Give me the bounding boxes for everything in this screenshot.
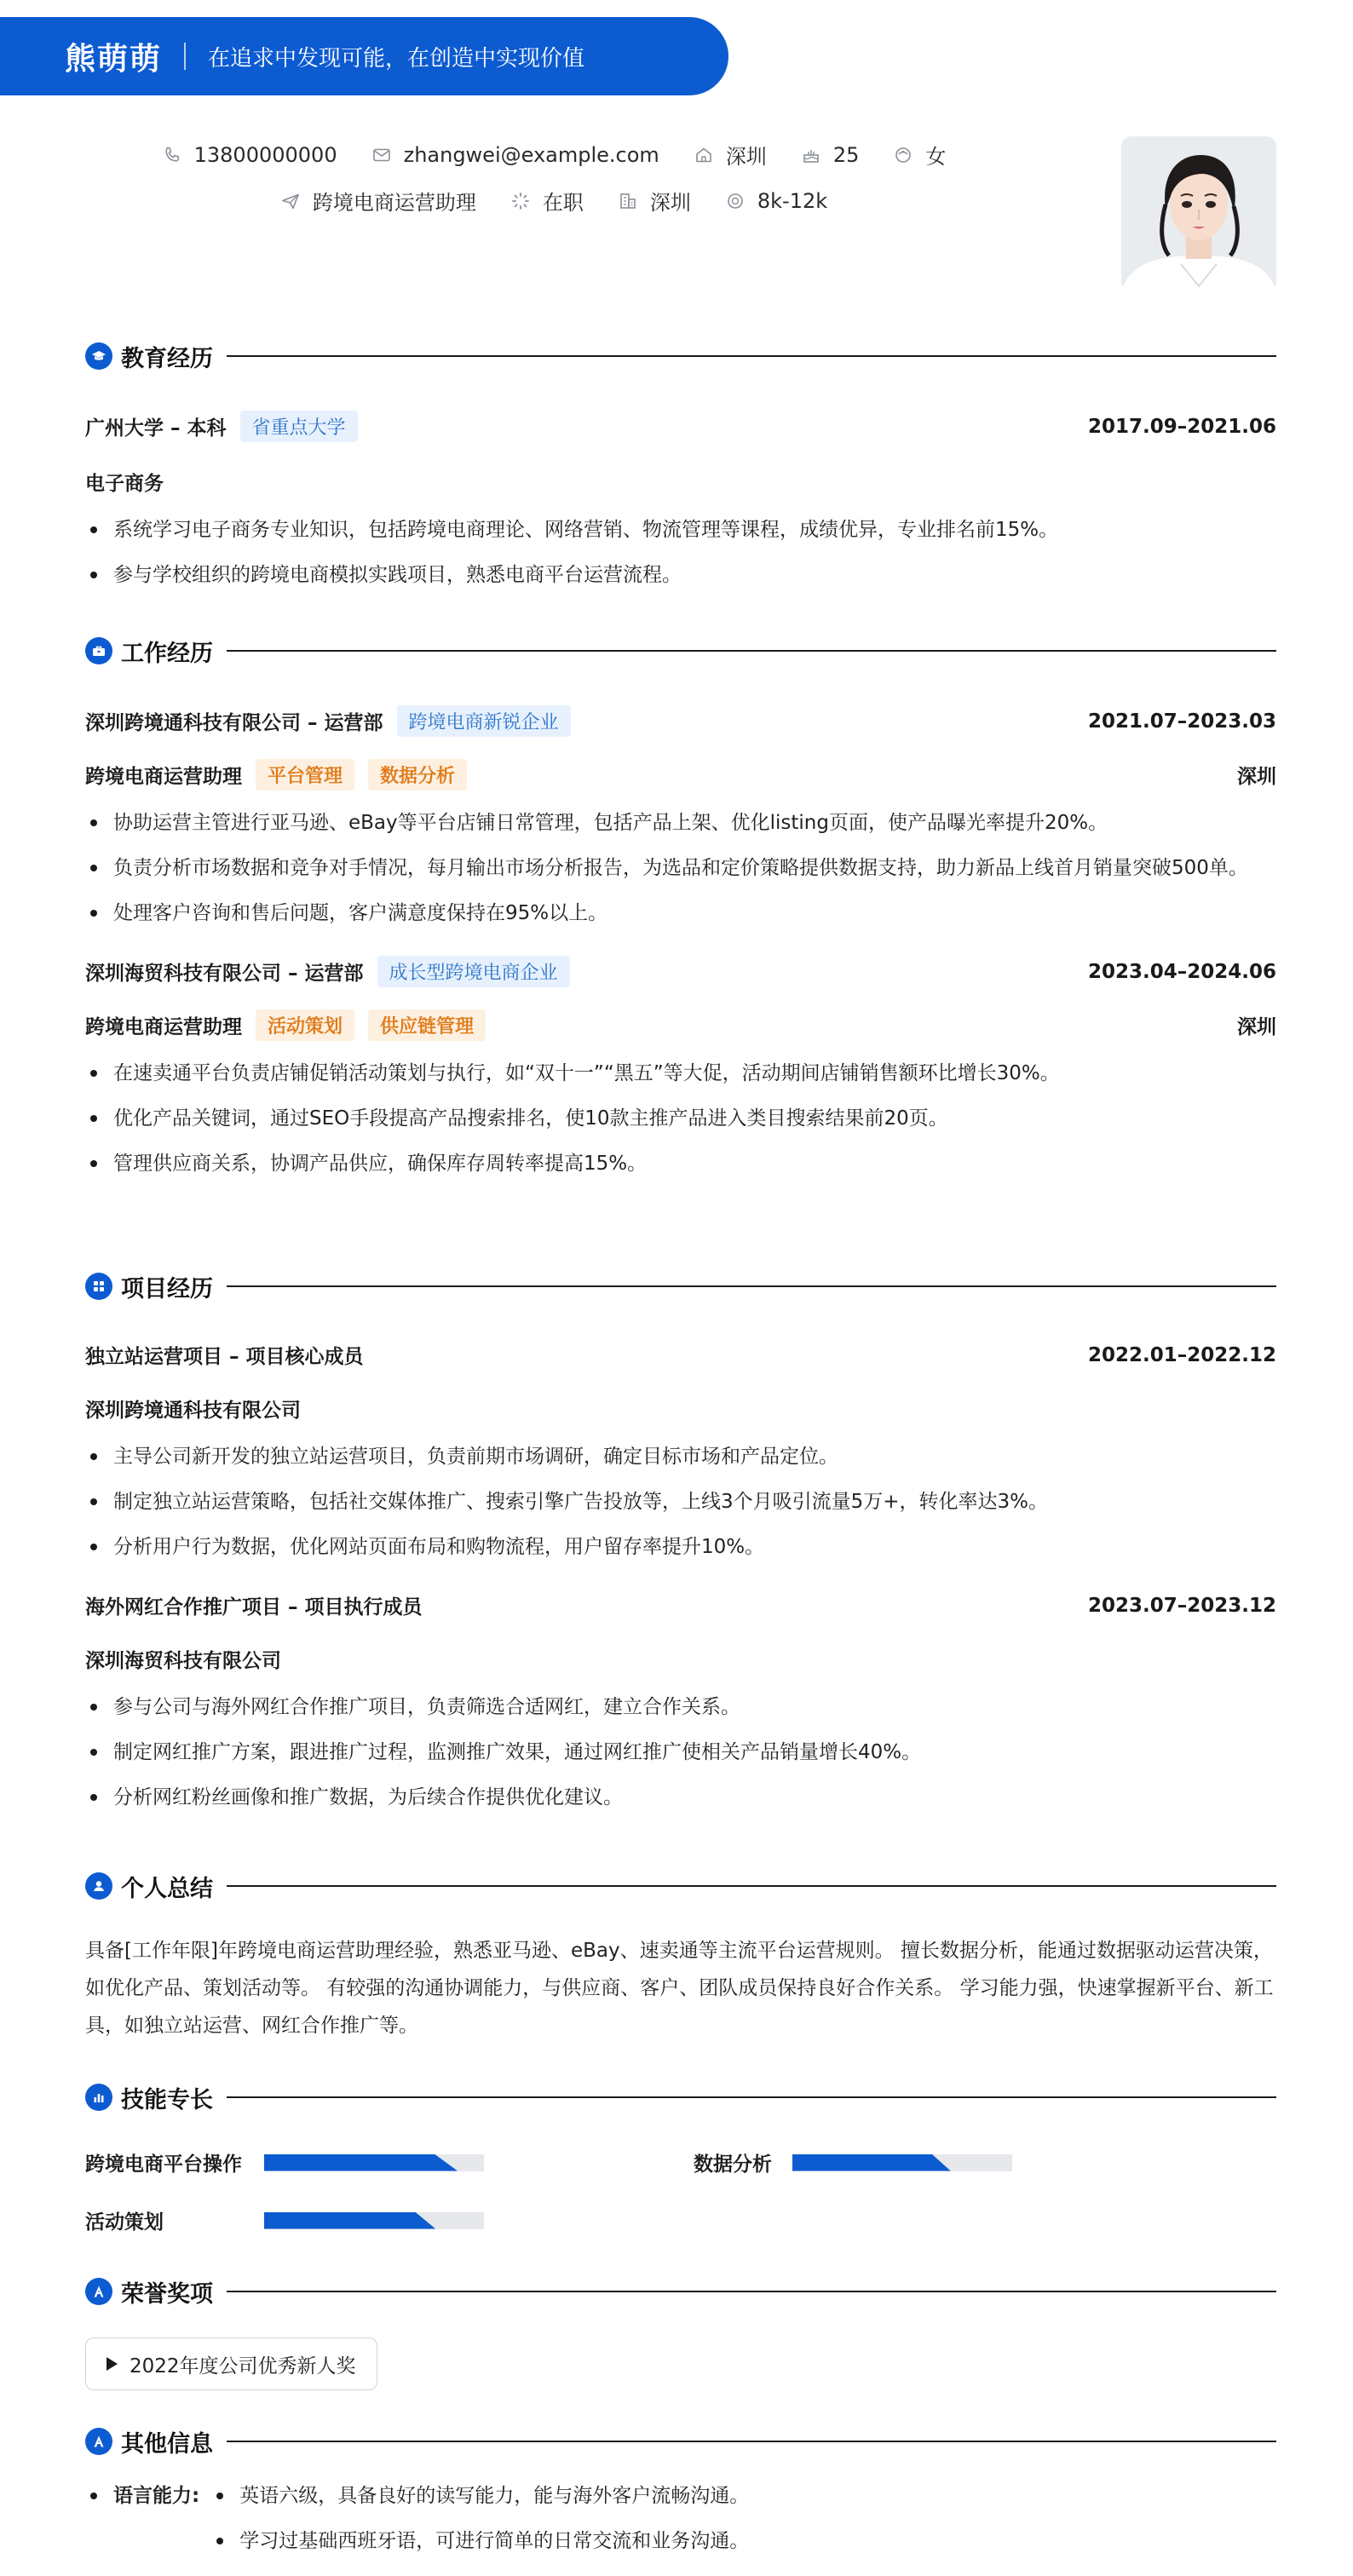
project-date: 2022.01–2022.12 <box>1087 1343 1276 1366</box>
job-location: 深圳 <box>1237 766 1276 788</box>
skills-section <box>85 2080 1276 2114</box>
language-items <box>211 2479 749 2558</box>
list-item: 负责分析市场数据和竞争对手情况，每月输出市场分析报告，为选品和定价策略提供数据支持，助力新品上线首月销量突破500单。 <box>85 851 1276 885</box>
skill-bar <box>264 2154 484 2171</box>
play-icon <box>107 2357 118 2371</box>
section-divider <box>227 2441 1276 2442</box>
list-item: 制定独立站运营策略，包括社交媒体推广、搜索引擎广告投放等，上线3个月吸引流量5万+，转化率达3%。 <box>85 1485 1276 1519</box>
award-icon <box>85 2278 112 2305</box>
other-title: 其他信息 <box>121 2430 213 2458</box>
contact-email <box>371 143 659 167</box>
project-name: 海外网红合作推广项目 – 项目执行成员 <box>85 1596 423 1619</box>
candidate-name: 熊萌萌 <box>65 41 163 77</box>
phone-number: 13800000000 <box>193 142 337 167</box>
building-icon <box>618 191 638 211</box>
contact-salary <box>725 189 827 213</box>
contact-phone <box>162 143 337 167</box>
age: 25 <box>832 142 860 167</box>
list-item: 学习过基础西班牙语，可进行简单的日常交流和业务沟通。 <box>211 2524 749 2558</box>
gender-icon <box>893 145 913 165</box>
skill-bar <box>264 2212 484 2229</box>
expected-salary: 8k-12k <box>757 188 828 213</box>
contact-age <box>801 143 860 167</box>
project-org: 深圳海贸科技有限公司 <box>85 1650 281 1672</box>
section-divider <box>227 355 1276 357</box>
projects-header <box>85 1269 1276 1303</box>
award-name: 2022年度公司优秀新人奖 <box>130 2355 356 2378</box>
section-divider <box>227 2096 1276 2098</box>
education-section <box>85 339 1276 592</box>
loading-icon <box>510 191 531 211</box>
skill-name: 数据分析 <box>694 2153 772 2176</box>
send-icon <box>280 191 301 211</box>
job-role: 跨境电商运营助理 <box>85 1016 242 1038</box>
phone-icon <box>162 145 182 165</box>
skill-name: 跨境电商平台操作 <box>85 2153 242 2176</box>
skill-item <box>694 2148 1012 2176</box>
job-status: 在职 <box>542 191 584 215</box>
job-role: 跨境电商运营助理 <box>85 766 242 788</box>
contact-status <box>510 186 584 216</box>
skills-header <box>85 2080 1276 2114</box>
work-header <box>85 634 1276 668</box>
skill-tag: 数据分析 <box>368 759 467 791</box>
contact-row-1 <box>0 140 1108 170</box>
skill-tag: 供应链管理 <box>368 1009 486 1041</box>
list-item: 处理客户咨询和售后问题，客户满意度保持在95%以上。 <box>85 896 1276 930</box>
list-item: 制定网红推广方案，跟进推广过程，监测推广效果，通过网红推广使相关产品销量增长40%。 <box>85 1735 1276 1769</box>
section-divider <box>227 650 1276 652</box>
contact-gender <box>893 140 946 170</box>
skill-bar-fill <box>792 2154 951 2171</box>
education-title: 教育经历 <box>121 345 213 372</box>
project-2-bullets <box>85 1690 1276 1814</box>
project-2-header <box>85 1591 1276 1619</box>
work-section <box>85 634 1276 1181</box>
honors-title: 荣誉奖项 <box>121 2280 213 2308</box>
target-city: 深圳 <box>649 191 691 215</box>
work-title: 工作经历 <box>121 640 213 667</box>
mail-icon <box>371 145 392 165</box>
briefcase-icon <box>85 637 112 664</box>
skill-bar-fill <box>264 2154 458 2171</box>
skill-item <box>85 2206 484 2234</box>
contact-city <box>694 140 767 170</box>
cake-icon <box>801 145 821 165</box>
target-position: 跨境电商运营助理 <box>312 191 476 215</box>
job-1-role-row <box>85 759 1276 791</box>
job-2-role-row <box>85 1009 1276 1041</box>
coin-icon <box>725 191 746 211</box>
award-chip <box>85 2337 377 2390</box>
other-header <box>85 2424 1276 2458</box>
graduation-cap-icon <box>85 342 112 370</box>
contact-row-2 <box>0 186 1108 216</box>
header-slogan: 在追求中发现可能，在创造中实现价值 <box>208 45 585 72</box>
summary-section <box>85 1869 1276 2044</box>
projects-section <box>85 1269 1276 1814</box>
skill-name: 活动策划 <box>85 2211 164 2234</box>
contact-target-position <box>280 186 476 216</box>
bar-chart-icon <box>85 2084 112 2111</box>
skill-bar-fill <box>264 2212 435 2229</box>
language-block <box>85 2479 749 2558</box>
project-date: 2023.07–2023.12 <box>1087 1594 1276 1617</box>
job-1-bullets <box>85 806 1276 930</box>
gender: 女 <box>925 145 947 169</box>
school-tag: 省重点大学 <box>240 411 358 442</box>
list-item: 参与公司与海外网红合作推广项目，负责筛选合适网红，建立合作关系。 <box>85 1690 1276 1724</box>
grid-icon <box>85 1273 112 1300</box>
skill-item <box>85 2148 484 2176</box>
company-tag: 成长型跨境电商企业 <box>377 956 570 987</box>
honors-section <box>85 2274 1276 2309</box>
company-tag: 跨境电商新锐企业 <box>397 705 571 737</box>
header-divider <box>184 43 186 70</box>
list-item: 分析网红粉丝画像和推广数据，为后续合作提供优化建议。 <box>85 1780 1276 1814</box>
job-2-bullets <box>85 1056 1276 1181</box>
job-2-header <box>85 956 1276 987</box>
list-item: 管理供应商关系，协调产品供应，确保库存周转率提高15%。 <box>85 1147 1276 1181</box>
major: 电子商务 <box>85 473 164 495</box>
section-divider <box>227 1285 1276 1287</box>
job-date: 2021.07–2023.03 <box>1087 710 1276 733</box>
user-icon <box>85 1872 112 1900</box>
skill-tag: 活动策划 <box>256 1009 354 1041</box>
list-item: 在速卖通平台负责店铺促销活动策划与执行，如“双十一”“黑五”等大促，活动期间店铺销售额环比增长30%。 <box>85 1056 1276 1090</box>
list-item: 协助运营主管进行亚马逊、eBay等平台店铺日常管理，包括产品上架、优化listing页面，使产品曝光率提升20%。 <box>85 806 1276 840</box>
summary-title: 个人总结 <box>121 1875 213 1902</box>
info-icon <box>85 2428 112 2455</box>
projects-title: 项目经历 <box>121 1275 213 1302</box>
city: 深圳 <box>725 145 767 169</box>
list-item: 优化产品关键词，通过SEO手段提高产品搜索排名，使10款主推产品进入类目搜索结果前20页。 <box>85 1101 1276 1136</box>
job-company: 深圳海贸科技有限公司 – 运营部 <box>85 963 364 985</box>
contact-target-city <box>618 186 691 216</box>
honors-header <box>85 2274 1276 2309</box>
portrait-image <box>1121 136 1276 291</box>
summary-text: 具备[工作年限]年跨境电商运营助理经验，熟悉亚马逊、eBay、速卖通等主流平台运营规则。 擅长数据分析，能通过数据驱动运营决策，如优化产品、策划活动等。 有较强的沟通协调能力，与供应商、客户、团队成员保持良好合作关系。 学习能力强，快速掌握新平台、新工具，如独立站运营、网红合作推广等。 <box>85 1940 1274 2037</box>
education-header <box>85 339 1276 373</box>
section-divider <box>227 1885 1276 1887</box>
email-address: zhangwei@example.com <box>403 142 659 167</box>
school-name: 广州大学 – 本科 <box>85 417 227 440</box>
language-label: 语言能力: <box>113 2485 200 2507</box>
other-list <box>85 2479 749 2558</box>
section-divider <box>227 2291 1276 2292</box>
job-date: 2023.04–2024.06 <box>1087 960 1276 983</box>
list-item <box>85 2479 749 2558</box>
summary-header <box>85 1869 1276 1903</box>
list-item: 参与学校组织的跨境电商模拟实践项目，熟悉电商平台运营流程。 <box>85 558 1276 592</box>
skill-bar <box>792 2154 1012 2171</box>
skills-title: 技能专长 <box>121 2086 213 2113</box>
project-1-bullets <box>85 1440 1276 1564</box>
job-1-header <box>85 705 1276 737</box>
list-item: 分析用户行为数据，优化网站页面布局和购物流程，用户留存率提升10%。 <box>85 1530 1276 1564</box>
job-location: 深圳 <box>1237 1016 1276 1038</box>
education-bullets <box>85 513 1276 592</box>
project-org: 深圳跨境通科技有限公司 <box>85 1400 301 1422</box>
list-item: 主导公司新开发的独立站运营项目，负责前期市场调研，确定目标市场和产品定位。 <box>85 1440 1276 1474</box>
home-icon <box>694 145 714 165</box>
other-section <box>85 2424 1276 2458</box>
profile-photo <box>1121 136 1276 291</box>
education-date: 2017.09–2021.06 <box>1087 415 1276 438</box>
education-entry-header <box>85 411 1276 442</box>
list-item: 系统学习电子商务专业知识，包括跨境电商理论、网络营销、物流管理等课程，成绩优异，专业排名前15%。 <box>85 513 1276 547</box>
header-banner <box>0 17 728 95</box>
project-name: 独立站运营项目 – 项目核心成员 <box>85 1346 364 1368</box>
list-item: 英语六级，具备良好的读写能力，能与海外客户流畅沟通。 <box>211 2479 749 2513</box>
job-company: 深圳跨境通科技有限公司 – 运营部 <box>85 712 383 734</box>
project-1-header <box>85 1341 1276 1369</box>
skill-tag: 平台管理 <box>256 759 354 791</box>
